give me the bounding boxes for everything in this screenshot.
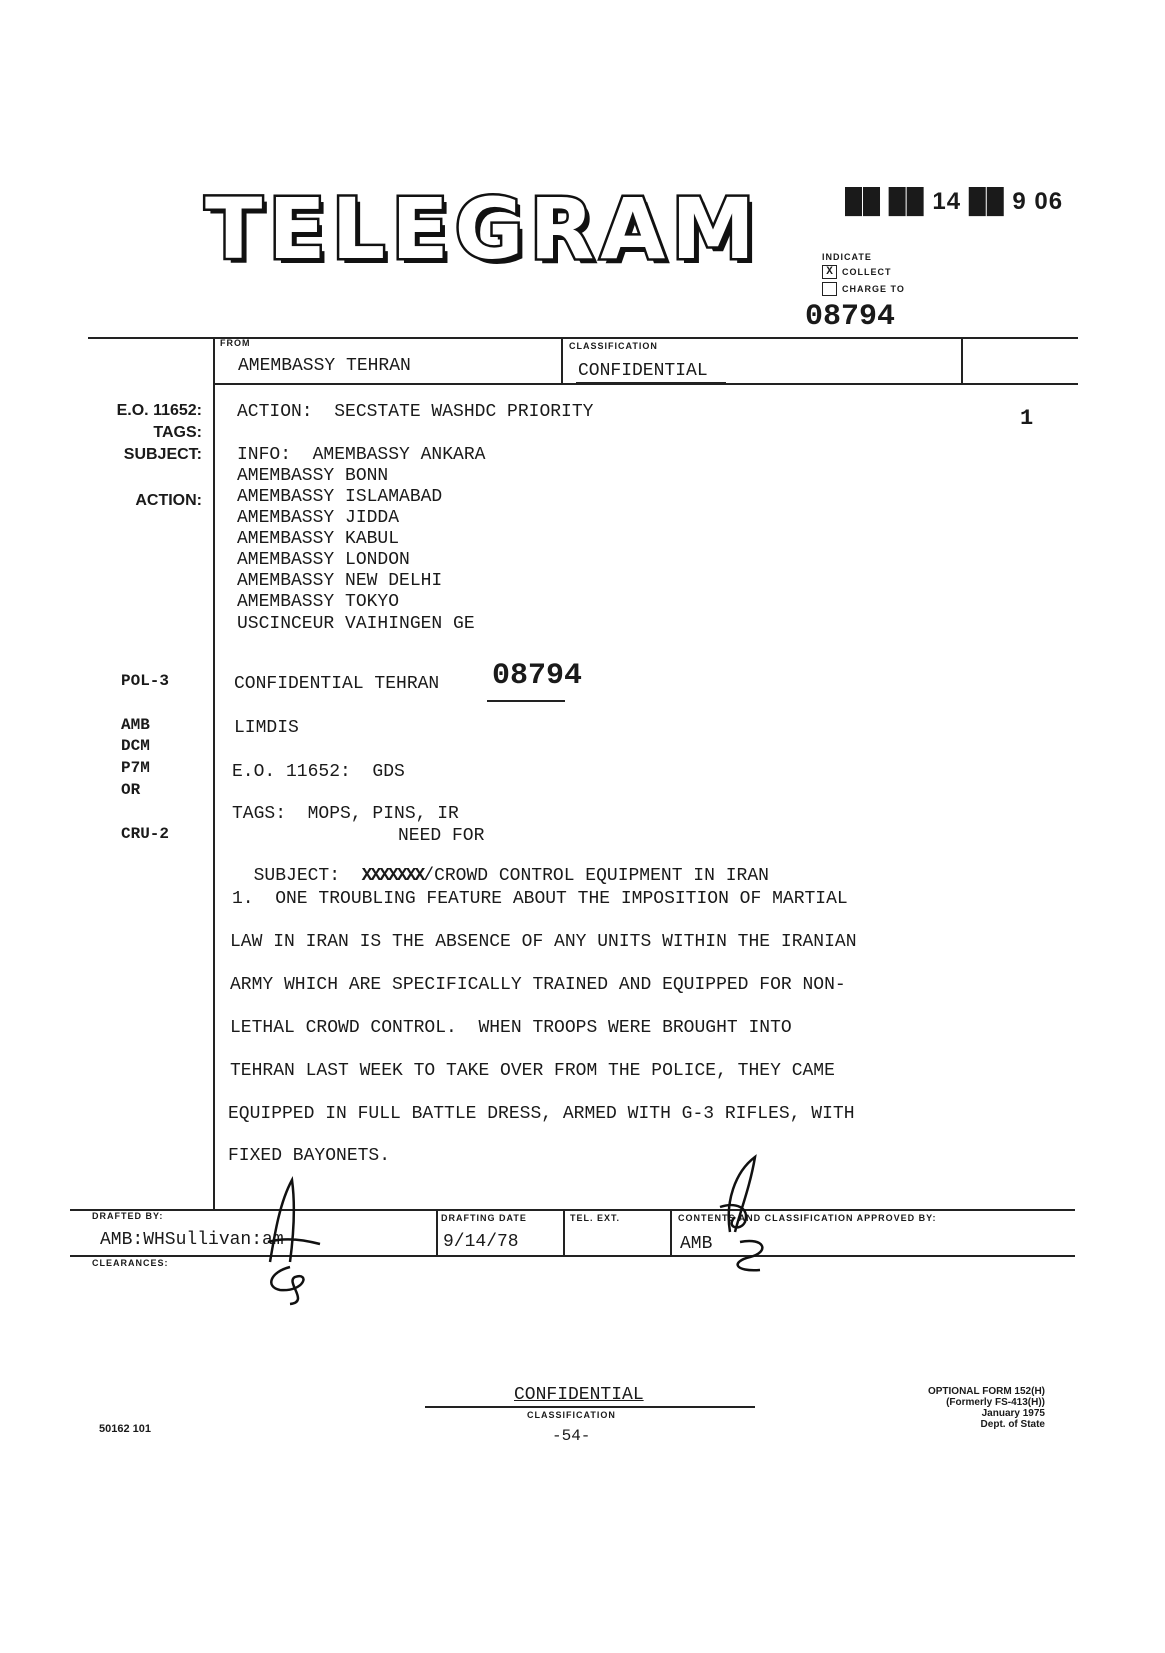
limdis-line: LIMDIS — [234, 718, 299, 738]
dist-or: OR — [121, 781, 141, 799]
dist-amb: AMB — [121, 716, 150, 734]
eo-line: E.O. 11652: GDS — [232, 762, 405, 782]
subject-struck-text: XXXXXXX — [361, 866, 424, 886]
confidential-number: 08794 — [492, 659, 583, 693]
eo-label: E.O. 11652: — [116, 402, 202, 419]
confidential-number-underline — [487, 700, 565, 702]
info-addressee: AMEMBASSY TOKYO — [237, 592, 400, 612]
confidential-tehran-line: CONFIDENTIAL TEHRAN — [234, 674, 440, 694]
collect-checkmark: X — [826, 266, 833, 278]
optional-form-block — [865, 1386, 1045, 1430]
tags-label: TAGS: — [153, 424, 202, 441]
info-addressee: AMEMBASSY LONDON — [237, 550, 410, 570]
optional-form-line: (Formerly FS-413(H)) — [946, 1397, 1045, 1408]
body-line: LETHAL CROWD CONTROL. WHEN TROOPS WERE BROUGHT INTO — [230, 1018, 792, 1038]
info-addressee: AMEMBASSY KABUL — [237, 529, 400, 549]
bottom-classification: CONFIDENTIAL — [514, 1385, 644, 1405]
approver-signature — [690, 1152, 780, 1282]
body-line: FIXED BAYONETS. — [228, 1146, 391, 1166]
optional-form-line: January 1975 — [981, 1408, 1045, 1419]
body-line: LAW IN IRAN IS THE ABSENCE OF ANY UNITS WITHIN THE IRANIAN — [230, 932, 857, 952]
classification-label: CLASSIFICATION — [569, 341, 658, 351]
action-label: ACTION: — [135, 492, 202, 509]
from-row-rule — [213, 383, 1078, 385]
drafted-label: DRAFTED BY: — [92, 1211, 164, 1221]
footer-top-rule — [70, 1209, 1075, 1211]
tel-ext-label: TEL. EXT. — [570, 1213, 621, 1223]
dist-pm: P7M — [121, 759, 150, 777]
body-line: EQUIPPED IN FULL BATTLE DRESS, ARMED WITH G-3 RIFLES, WITH — [228, 1104, 855, 1124]
footer-divider-3 — [670, 1209, 672, 1255]
info-addressee: AMEMBASSY NEW DELHI — [237, 571, 443, 591]
body-line: 1. ONE TROUBLING FEATURE ABOUT THE IMPOSITION OF MARTIAL — [232, 889, 848, 909]
subject-line — [232, 846, 769, 886]
timestamp-stamp: ██ ██ 14 ██ 9 06 — [845, 188, 1064, 215]
charge-checkbox — [822, 282, 837, 296]
footer-bottom-rule — [70, 1255, 1075, 1257]
dist-cru: CRU-2 — [121, 825, 170, 843]
bottom-classification-caption: CLASSIFICATION — [527, 1410, 616, 1420]
approved-label: CONTENTS AND CLASSIFICATION APPROVED BY: — [678, 1213, 937, 1223]
collect-checkbox — [822, 265, 837, 279]
from-value: AMEMBASSY TEHRAN — [238, 356, 411, 376]
classification-value: CONFIDENTIAL — [578, 361, 708, 381]
page-mark: 1 — [1020, 406, 1034, 431]
optional-form-line: Dept. of State — [980, 1419, 1045, 1430]
charge-label: CHARGE TO — [842, 284, 905, 294]
indicate-label: INDICATE — [822, 252, 872, 262]
dist-dcm: DCM — [121, 737, 150, 755]
from-class-divider — [561, 339, 563, 383]
body-line: TEHRAN LAST WEEK TO TAKE OVER FROM THE POLICE, THEY CAME — [230, 1061, 835, 1081]
drafter-signature — [250, 1172, 340, 1312]
drafting-date-label: DRAFTING DATE — [441, 1213, 527, 1223]
collect-label: COLLECT — [842, 267, 892, 277]
class-right-divider — [961, 339, 963, 383]
serial-number: 08794 — [805, 300, 896, 334]
approved-value: AMB — [680, 1234, 713, 1254]
subject-insert: NEED FOR — [398, 826, 485, 846]
clearances-label: CLEARANCES: — [92, 1258, 169, 1268]
footer-divider-1 — [436, 1209, 438, 1255]
info-addressee: AMEMBASSY JIDDA — [237, 508, 400, 528]
info-addressee: AMEMBASSY ISLAMABAD — [237, 487, 443, 507]
left-column-rule — [213, 337, 215, 1209]
drafted-value: AMB:WHSullivan:am — [100, 1230, 284, 1250]
footer-divider-2 — [563, 1209, 565, 1255]
info-addressee: AMEMBASSY BONN — [237, 466, 389, 486]
page-number: -54- — [552, 1427, 591, 1445]
classification-line — [425, 1406, 755, 1408]
form-number: 50162 101 — [99, 1423, 151, 1435]
dist-pol: POL-3 — [121, 672, 170, 690]
action-line: ACTION: SECSTATE WASHDC PRIORITY — [237, 402, 594, 422]
classification-underline — [576, 382, 726, 383]
drafting-date-value: 9/14/78 — [443, 1232, 519, 1252]
optional-form-line: OPTIONAL FORM 152(H) — [927, 1386, 1045, 1397]
info-line: INFO: AMEMBASSY ANKARA — [237, 445, 486, 465]
subject-label: SUBJECT: — [123, 446, 202, 463]
telegram-title: TELEGRAM — [205, 180, 761, 278]
tags-line: TAGS: MOPS, PINS, IR — [232, 804, 459, 824]
subject-text: /CROWD CONTROL EQUIPMENT IN IRAN — [423, 866, 769, 886]
subject-line-label: SUBJECT: — [253, 866, 341, 886]
body-line: ARMY WHICH ARE SPECIFICALLY TRAINED AND EQUIPPED FOR NON- — [230, 975, 846, 995]
info-addressee: USCINCEUR VAIHINGEN GE — [237, 614, 475, 634]
from-label: FROM — [220, 338, 251, 348]
